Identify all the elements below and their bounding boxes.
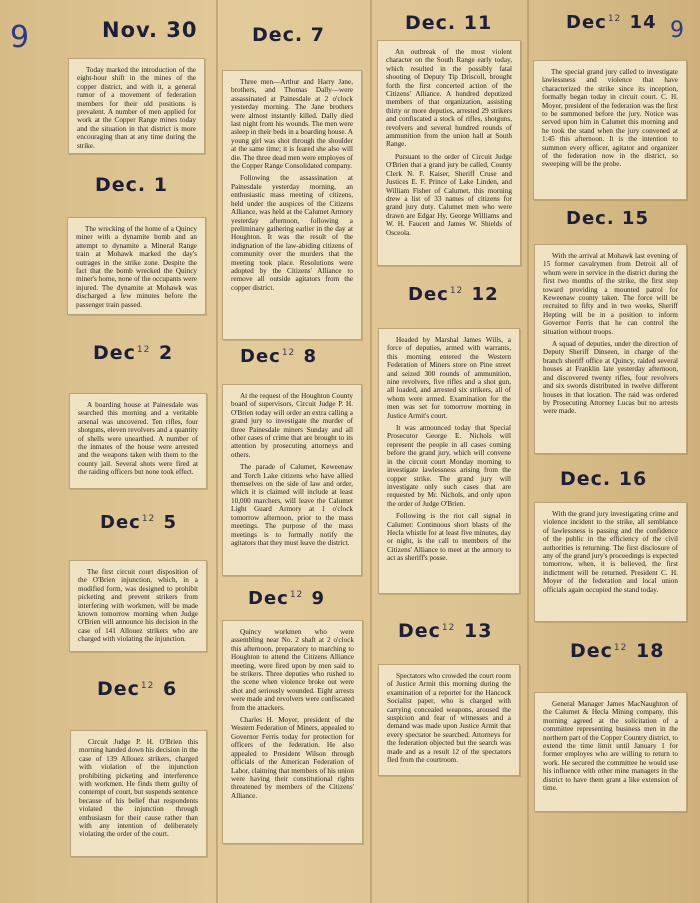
heading-dec-1: Dec. 1 [95,174,168,196]
column-divider [216,0,218,903]
column-divider [370,0,372,903]
heading-dec-18: Dec$^{12}$ 18 [570,640,665,662]
clipping-dec-13: Spectators who crowded the court room of Justice Armit this morning during the examination of a reporter for the Hancock Socialist paper, who is charged with carrying concealed weapons, aroused the suspicion and fear of witnesses and a demand was made upon Justice Armit that every spectator be searched. Attorneys for the federation objected but the search was made and as a result 12 of the spectators fled from the courtroom. [378,664,520,776]
clipping-nov-30: Today marked the introduction of the eight-hour shift in the mines of the copper district, and with it, a general rumor of a movement of federation members for their old positions is prevalent. A number of men applied for work at the Copper Range mines today and the situation in that district is more encouraging than at any time during the strike. [68,58,205,154]
page-number-left: 9 [10,20,30,55]
column-divider [527,0,529,903]
heading-dec-8: Dec$^{12}$ 8 [240,346,318,367]
clipping-dec-11: An outbreak of the most violent character on the South Range early today, which resulted in the possibly fatal shooting of Deputy Tip Driscoll, brought forth the first concerted action of the Citizens' Alliance. A hundred deputized members of that organization, assisting thirty or more deputies, arrested 29 strikers and confiscated a stock of rifles, shotguns, revolvers and several hundred rounds of ammunition from the union hall at South Range. Pursuant to the order of Circuit Judge O'Brien that a grand jury be called, County Clerk N. F. Kaiser, Sheriff Cruse and Justices E. F. Prince of Lake Linden, and William Fisher of Calumet, this morning drew a list of 33 names of citizens for grand jury duty. Calumet men who were drawn are Edgar Hy, George Williams and W. H. Faucett and James W. Shields of Osceola. [377,40,521,266]
heading-dec-2: Dec$^{12}$ 2 [93,342,174,364]
clipping-dec-5: The first circuit court disposition of the O'Brien injunction, which, in a modified form, was designed to prohibit picketing and prevent strikers from interfering with workmen, will be made known tomorrow morning when Judge O'Brien will announce his decision in the case of 141 Allouez strikers who are charged with violating the injunction. [69,560,207,652]
heading-dec-14: Dec$^{12}$ 14 [566,12,657,33]
clipping-dec-7: Three men—Arthur and Harry Jane, brothers, and Thomas Dally—were assassinated at Painesdale at 2 o'clock yesterday morning. The Jane brothers were almost instantly killed. Dally died last night from his wounds. The men were asleep in their beds in a boarding house. A young girl was shot through the shoulder at the same time; it is feared she also will die. The three dead men were employes of the Copper Range Consolidated company. Following the assassination at Painesdale yesterday morning, an enthusiastic mass meeting of citizens, held under the auspices of the Citizens Alliance, was held at the Calumet Armory yesterday afternoon, following a preliminary gathering earlier in the day at Houghton. It was the result of the indignation of the law-abiding citizens of community over the murders that the meeting took place. Resolutions were adopted by the Citizens' Alliance to remove all outside agitators from the copper district. [222,70,362,340]
clipping-dec-8: At the request of the Houghton County board of supervisors, Circuit Judge P. H. O'Brien today will order an extra calling a grand jury to investigate the murder of three Painesdale miners Sunday and all other cases of crime that are brought to its attention by prosecuting attorneys and others. The parade of Calumet, Keweenaw and Torch Lake citizens who have allied themselves on the side of law and order, which it is claimed will include at least 10,000 marchers, will leave the Calumet Light Guard Armory at 1 o'clock tomorrow afternoon, prior to the mass meetings. The purpose of the mass meetings is to formally notify the agitators that they must leave the district. [222,384,362,576]
heading-nov-30: Nov. 30 [102,18,198,42]
clipping-dec-6: Circuit Judge P. H. O'Brien this morning handed down his decision in the case of 139 Allouez strikers, charged with violation of the injunction prohibiting picketing and interference with workmen. He finds them guilty of contempt of court, but suspends sentence because of his belief that respondents violated the injunction through enthusiasm for their cause rather than with any intention of deliberately violating the order of the court. [70,730,207,857]
clipping-dec-18: General Manager James MacNaughton of the Calumet & Hecla Mining company, this morning agreed at the solicitation of a committee representing business men in the northern part of the Copper Country district, to extend the time limit until January 1 for former employes who are willing to return to work. He secured the committee he would use his influence with other mine managers in the district to have them grant a like extension of time. [534,692,687,812]
page-number-right: 9 [670,18,684,43]
heading-dec-12: Dec$^{12}$ 12 [408,284,499,305]
clipping-dec-9: Quincy workmen who were assembling near No. 2 shaft at 2 o'clock this afternoon, preparatory to marching to Houghton to attend the Citizens Alliance meeting, were fired upon by men said to be strikers. Three deputies who rushed to the scene when violence broke out were shot and seriously wounded. Eight arrests were made and revolvers were confiscated from the attackers. Charles H. Moyer, president of the Western Federation of Miners, appealed to Governor Ferris today for protection for officers of the federation. He also appealed to President Wilson through officials of the American Federation of Labor, claiming that members of his union were having their constitutional rights threatened by members of the Citizens' Alliance. [222,620,363,844]
clipping-dec-16: With the grand jury investigating crime and violence incident to the strike, all semblance of lawlessness is passing and the confidence of the public in the efficiency of the civil authorities is returning. The first disclosure of any of the grand jury's proceedings is expected tomorrow, when, it is believed, the first indictment will be returned. President C. H. Moyer of the federation and local union officials again occupied the stand today. [534,502,687,622]
heading-dec-6: Dec$^{12}$ 6 [97,678,178,700]
heading-dec-11: Dec. 11 [405,12,493,34]
heading-dec-15: Dec. 15 [566,208,649,229]
heading-dec-7: Dec. 7 [252,24,325,46]
heading-dec-16: Dec. 16 [560,468,648,490]
clipping-dec-15: With the arrival at Mohawk last evening of 15 former cavalrymen from Detroit all of whom were in service in the district during the first two months of the strike, the first step toward providing a mounted patrol for Keweenaw county taken. The force will be recruited to fifty and in two weeks, Sheriff Hepting will be in a position to inform Governor Ferris that he can control the situation without troops. A squad of deputies, under the direction of Deputy Sheriff Dinseen, in charge of the branch sheriff office at Quincy, raided several houses at Franklin late yesterday afternoon, and discovered twenty rifles, four revolvers and six swords distributed in twelve different houses in that location. The raid was ordered by Prosecuting Attorney Lucas but no arrests were made. [534,244,687,454]
clipping-dec-12: Headed by Marshal James Wills, a force of deputies, armed with warrants, this morning entered the Western Federation of Miners store on Pine street and seized 300 rounds of ammunition, nine revolvers, five rifles and a shot gun, all loaded, and arrested six strikers, all of whom were armed. Examination for the men was set for tomorrow morning in Justice Armit's court. It was announced today that Special Prosecutor George E. Nichols will represent the people in all cases coming before the grand jury, which will convene in the circuit court Monday morning to investigate lawlessness arising from the copper strike. The grand jury will investigate only such cases that are requested by Mr. Nichols, and only upon the order of Judge O'Brien. Following is the riot call signal in Calumet: Continuous short blasts of the Hecla whistle for at least five minutes, day or night, is the call to members of the Citizens' Alliance to meet at the armory to act as sheriff's posse. [378,328,520,594]
clipping-dec-14: The special grand jury called to investigate lawlessness and violence that have characterized the strike since its inception, formally began today in circuit court. C. H. Moyer, president of the federation was the first to be summoned before the jury. Notice was served upon him in Calumet this morning and he took the stand when the jury convened at 1:45 this afternoon. It is the intention to summon every officer, agitator and organizer of the federation now in the district, so sweeping will be the probe. [533,60,687,200]
heading-dec-13: Dec$^{12}$ 13 [398,620,493,642]
heading-dec-5: Dec$^{12}$ 5 [100,512,178,533]
clipping-dec-2: A boarding house at Painesdale was searched this morning and a veritable arsenal was uncovered. Ten rifles, four shotguns, eleven revolvers and a quantity of shells were unearthed. A number of the inmates of the house were arrested and the weapons taken with them to the county jail. Several shots were fired at the raiding officers but none took effect. [69,393,207,489]
clipping-dec-1: The wrecking of the home of a Quincy miner with a dynamite bomb and an attempt to dynamite a Mineral Range train at Mohawk marked the day's outrages in the strike zone. Despite the fact that the bomb wrecked the Quincy miner's home, none of the occupants were injured. The dynamite at Mohawk was discharged a few minutes before the passenger train passed. [67,217,206,315]
heading-dec-9: Dec$^{12}$ 9 [248,588,326,609]
